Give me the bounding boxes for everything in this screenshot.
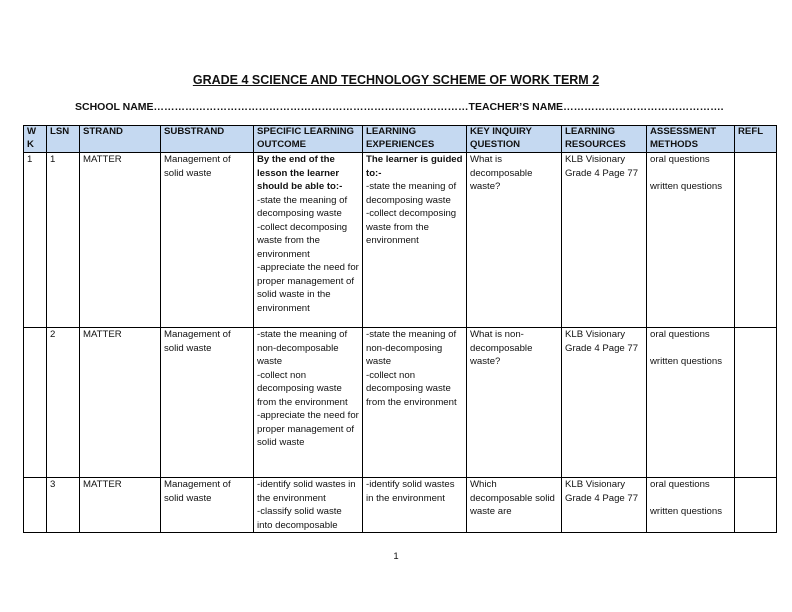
cell-strand [80,328,161,478]
page-number: 1 [393,551,399,562]
cell-question [467,478,562,533]
column-header: LEARNING RESOURCES [562,126,647,153]
substrand-text: Management of solid waste [164,479,231,504]
cell-question [467,153,562,328]
cell-wk [24,478,47,533]
column-header: KEY INQUIRY QUESTION [467,126,562,153]
wk-text: 1 [27,154,33,165]
column-header: REFL [735,126,777,153]
outcome-text: -state the meaning of decomposing waste -collect decomposing waste from the environment -appreciate the need for proper management of solid waste in the environment [257,194,359,314]
cell-outcome [254,478,363,533]
cell-experiences [363,328,467,478]
column-header: W K [24,126,47,153]
assessment-text: oral questions written questions [650,329,722,367]
assessment-text: oral questions written questions [650,479,722,517]
cell-refl [735,478,777,533]
cell-substrand [161,153,254,328]
experiences-text: -identify solid wastes in the environment [366,479,455,504]
resources-text: KLB Visionary Grade 4 Page 77 [565,479,639,504]
cell-experiences [363,153,467,328]
question-text: What is decomposable waste? [470,154,533,192]
outcome-text: -identify solid wastes in the environment -classify solid waste into decomposable [257,479,356,531]
cell-strand [80,478,161,533]
column-header: ASSESSMENT METHODS [647,126,735,153]
cell-strand [80,153,161,328]
outcome-intro: By the end of the lesson the learner should be able to:- [257,154,343,192]
cell-outcome [254,153,363,328]
lsn-text: 1 [50,154,56,165]
column-header: SUBSTRAND [161,126,254,153]
cell-lsn [47,328,80,478]
cell-refl [735,153,777,328]
document-title: GRADE 4 SCIENCE AND TECHNOLOGY SCHEME OF WORK TERM 2 [192,73,600,87]
table-row [24,478,777,533]
question-text: Which decomposable solid waste are [470,479,555,517]
experiences-text: -state the meaning of non-decomposing waste -collect non decomposing waste from the environment [366,329,457,408]
assessment-text: oral questions written questions [650,154,722,192]
cell-wk [24,328,47,478]
cell-assessment [647,153,735,328]
resources-text: KLB Visionary Grade 4 Page 77 [565,154,639,179]
cell-resources [562,153,647,328]
experiences-intro: The learner is guided to:- [366,154,463,179]
cell-substrand [161,328,254,478]
resources-text: KLB Visionary Grade 4 Page 77 [565,329,639,354]
strand-text: MATTER [83,154,122,165]
cell-outcome [254,328,363,478]
cell-resources [562,328,647,478]
question-text: What is non-decomposable waste? [470,329,533,367]
column-header: SPECIFIC LEARNING OUTCOME [254,126,363,153]
cell-refl [735,328,777,478]
cell-lsn [47,153,80,328]
column-header: STRAND [80,126,161,153]
experiences-text: -state the meaning of decomposing waste -collect decomposing waste from the environment [366,181,457,246]
cell-resources [562,478,647,533]
scheme-of-work-table [23,125,777,533]
column-header: LEARNING EXPERIENCES [363,126,467,153]
strand-text: MATTER [83,479,122,490]
cell-assessment [647,328,735,478]
header-row [24,126,777,153]
school-teacher-line: SCHOOL NAME………………………………………………………………………………TEACHER’S NAME………………………………………. [75,101,724,113]
cell-wk [24,153,47,328]
cell-experiences [363,478,467,533]
lsn-text: 3 [50,479,56,490]
lsn-text: 2 [50,329,56,340]
outcome-text: -state the meaning of non-decomposable waste -collect non decomposing waste from the environment -appreciate the need for proper management of solid waste [257,329,359,448]
substrand-text: Management of solid waste [164,329,231,354]
table-row [24,153,777,328]
cell-lsn [47,478,80,533]
column-header: LSN [47,126,80,153]
substrand-text: Management of solid waste [164,154,231,179]
strand-text: MATTER [83,329,122,340]
cell-assessment [647,478,735,533]
cell-substrand [161,478,254,533]
table-row [24,328,777,478]
cell-question [467,328,562,478]
